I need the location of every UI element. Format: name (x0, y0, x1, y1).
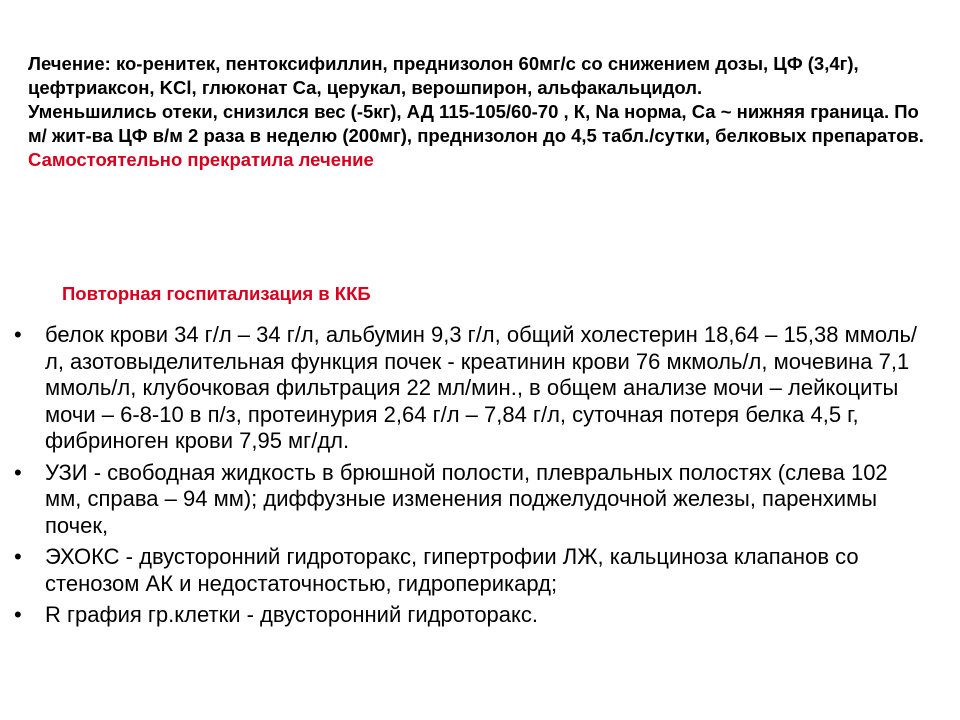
result-paragraph: Уменьшились отеки, снизился вес (-5кг), АД 115-105/60-70 , К, Na норма, Са ~ нижняя граница. По м/ жит-ва ЦФ в/м 2 раза в неделю (200мг), преднизолон до 4,5 табл./сутки, белковых препаратов. (28, 101, 924, 146)
treatment-summary (28, 52, 928, 172)
bullet-icon: • (14, 602, 22, 627)
list-item-text: УЗИ - свободная жидкость в брюшной полости, плевральных полостях (слева 102 мм, справа – 94 мм); диффузные изменения поджелудочной железы, паренхимы почек, (45, 459, 888, 538)
bullet-icon: • (14, 322, 22, 347)
list-item (14, 602, 924, 629)
treatment-paragraph: Лечение: ко-ренитек, пентоксифиллин, преднизолон 60мг/с со снижением дозы, ЦФ (3,4г), цефтриаксон, KCl, глюконат Са, церукал, верошпирон, альфакальцидол. (28, 53, 859, 98)
rehospitalization-heading: Повторная госпитализация в ККБ (62, 283, 371, 304)
list-item (14, 544, 924, 597)
list-item-text: R графия гр.клетки - двусторонний гидроторакс. (45, 602, 539, 627)
bullet-icon: • (14, 459, 22, 485)
findings-list (14, 322, 924, 634)
bullet-icon: • (14, 544, 22, 569)
list-item-text: ЭХОКС - двусторонний гидроторакс, гипертрофии ЛЖ, кальциноза клапанов со стенозом АК и недостаточностью, гидроперикард; (45, 544, 859, 596)
list-item (14, 322, 924, 455)
treatment-stopped-note: Самостоятельно прекратила лечение (28, 149, 374, 170)
list-item-text: белок крови 34 г/л – 34 г/л, альбумин 9,3 г/л, общий холестерин 18,64 – 15,38 ммоль/л, азотовыделительная функция почек - креатинин крови 76 мкмоль/л, мочевина 7,1 ммоль/л, клубочковая фильтрация 22 мл/мин., в общем анализе мочи – лейкоциты мочи – 6-8-10 в п/з, протеинурия 2,64 г/л – 7,84 г/л, суточная потеря белка 4,5 г, фибриноген крови 7,95 мг/дл. (45, 322, 918, 453)
list-item (14, 460, 924, 540)
